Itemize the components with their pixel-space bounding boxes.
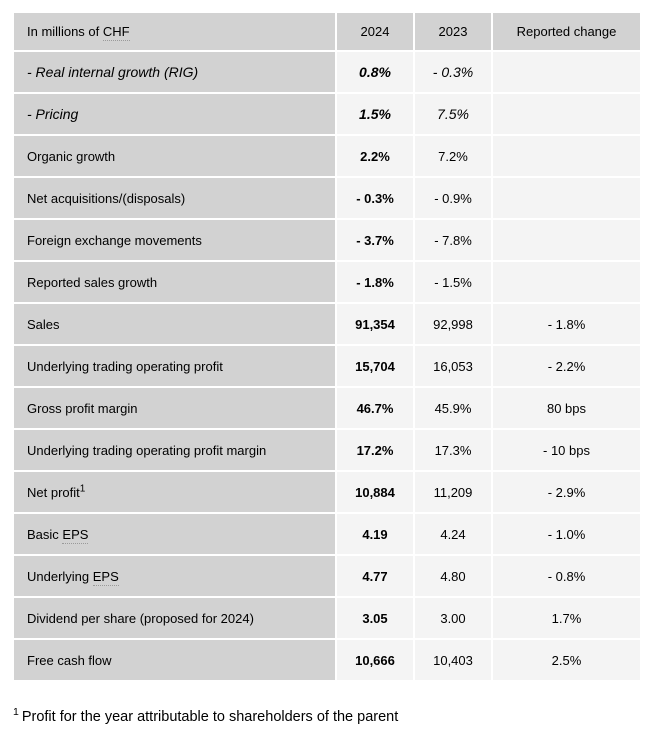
row-label-cell: Sales: [14, 304, 335, 344]
table-row: [14, 304, 640, 344]
row-label-cell: Foreign exchange movements: [14, 220, 335, 260]
table-row: [14, 178, 640, 218]
row-label-cell: - Real internal growth (RIG): [14, 52, 335, 92]
row-label-cell: Gross profit margin: [14, 388, 335, 428]
footnote-marker: 1: [13, 705, 19, 718]
row-label-cell: Underlying trading operating profit margin: [14, 430, 335, 470]
value-2023-cell: - 7.8%: [415, 220, 491, 260]
reported-change-cell: - 1.8%: [493, 304, 640, 344]
value-2023-cell: 7.2%: [415, 136, 491, 176]
table-row: [14, 136, 640, 176]
reported-change-cell: 1.7%: [493, 598, 640, 638]
value-2023-cell: - 1.5%: [415, 262, 491, 302]
value-2024-cell: 1.5%: [337, 94, 413, 134]
footnote-text: Profit for the year attributable to shareholders of the parent: [21, 708, 399, 725]
reported-change-cell: 2.5%: [493, 640, 640, 680]
reported-change-cell: [493, 220, 640, 260]
reported-change-cell: 80 bps: [493, 388, 640, 428]
value-2023-cell: 4.80: [415, 556, 491, 596]
financial-results-table-wrap: [12, 11, 642, 682]
value-2024-cell: - 1.8%: [337, 262, 413, 302]
row-label-cell: Free cash flow: [14, 640, 335, 680]
footnote: [13, 705, 399, 725]
reported-change-cell: - 10 bps: [493, 430, 640, 470]
value-2024-cell: 4.77: [337, 556, 413, 596]
header-column-2024: 2024: [337, 13, 413, 50]
header-column-2023: 2023: [415, 13, 491, 50]
financial-results-table: [12, 11, 642, 682]
value-2024-cell: - 0.3%: [337, 178, 413, 218]
value-2024-cell: 4.19: [337, 514, 413, 554]
reported-change-cell: [493, 262, 640, 302]
value-2024-cell: 10,884: [337, 472, 413, 512]
value-2023-cell: 10,403: [415, 640, 491, 680]
reported-change-cell: - 1.0%: [493, 514, 640, 554]
reported-change-cell: - 0.8%: [493, 556, 640, 596]
row-label-cell: Underlying trading operating profit: [14, 346, 335, 386]
value-2023-cell: - 0.3%: [415, 52, 491, 92]
value-2024-cell: 91,354: [337, 304, 413, 344]
value-2023-cell: 92,998: [415, 304, 491, 344]
abbr-underline: EPS: [92, 568, 119, 584]
value-2024-cell: 15,704: [337, 346, 413, 386]
reported-change-cell: [493, 94, 640, 134]
reported-change-cell: [493, 52, 640, 92]
row-label-cell: Dividend per share (proposed for 2024): [14, 598, 335, 638]
reported-change-cell: - 2.9%: [493, 472, 640, 512]
value-2024-cell: 3.05: [337, 598, 413, 638]
row-label-cell: Underlying EPS: [14, 556, 335, 596]
value-2024-cell: - 3.7%: [337, 220, 413, 260]
abbr-underline: CHF: [102, 24, 130, 39]
table-row: [14, 94, 640, 134]
table-row: [14, 388, 640, 428]
table-row: [14, 640, 640, 680]
reported-change-cell: [493, 136, 640, 176]
value-2023-cell: 7.5%: [415, 94, 491, 134]
value-2023-cell: 45.9%: [415, 388, 491, 428]
row-label-cell: - Pricing: [14, 94, 335, 134]
value-2024-cell: 2.2%: [337, 136, 413, 176]
table-body: [14, 52, 640, 680]
value-2023-cell: 17.3%: [415, 430, 491, 470]
header-row: [14, 13, 640, 50]
table-row: [14, 598, 640, 638]
value-2024-cell: 10,666: [337, 640, 413, 680]
row-label-cell: Organic growth: [14, 136, 335, 176]
abbr-underline: EPS: [62, 526, 89, 542]
value-2024-cell: 46.7%: [337, 388, 413, 428]
footnote-ref: 1: [79, 483, 86, 495]
table-row: [14, 514, 640, 554]
reported-change-cell: [493, 178, 640, 218]
header-label-in-millions-chf: In millions of CHF: [14, 13, 335, 50]
table-row: [14, 556, 640, 596]
table-header: [14, 13, 640, 50]
value-2023-cell: 11,209: [415, 472, 491, 512]
value-2023-cell: - 0.9%: [415, 178, 491, 218]
table-row: [14, 262, 640, 302]
value-2024-cell: 0.8%: [337, 52, 413, 92]
table-row: [14, 220, 640, 260]
table-row: [14, 472, 640, 512]
reported-change-cell: - 2.2%: [493, 346, 640, 386]
value-2023-cell: 16,053: [415, 346, 491, 386]
header-column-reported-change: Reported change: [493, 13, 640, 50]
table-row: [14, 346, 640, 386]
row-label-cell: Net profit$^1$: [14, 472, 335, 512]
value-2023-cell: 4.24: [415, 514, 491, 554]
row-label-cell: Reported sales growth: [14, 262, 335, 302]
row-label-cell: Basic EPS: [14, 514, 335, 554]
value-2024-cell: 17.2%: [337, 430, 413, 470]
table-row: [14, 430, 640, 470]
row-label-cell: Net acquisitions/(disposals): [14, 178, 335, 218]
value-2023-cell: 3.00: [415, 598, 491, 638]
table-row: [14, 52, 640, 92]
